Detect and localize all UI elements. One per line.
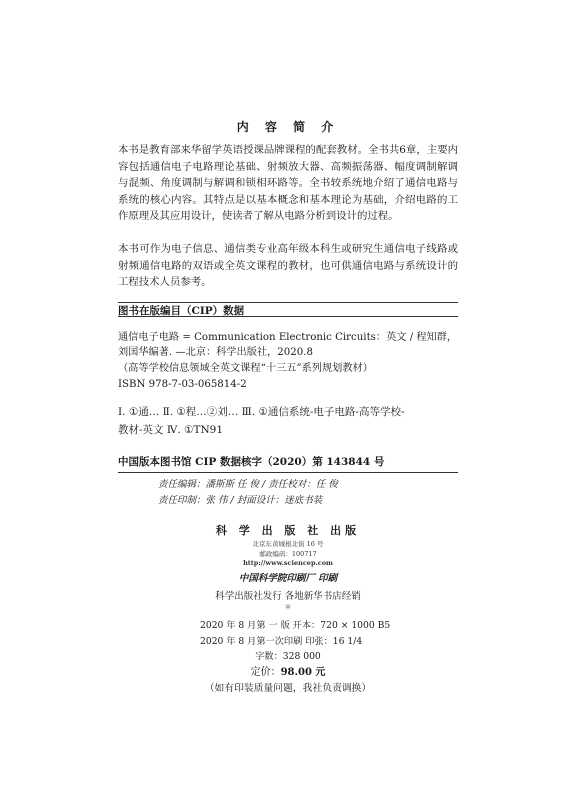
cip-title-line: 通信电子电路 = Communication Electronic Circuits：英文 / 程知群， bbox=[118, 332, 458, 343]
cip-classification-line: Ⅰ. ①通… Ⅱ. ①程…②刘… Ⅲ. ①通信系统-电子电路-高等学校- bbox=[118, 406, 405, 418]
cip-classification-line-2: 教材-英文 Ⅳ. ①TN91 bbox=[118, 424, 224, 436]
printer-line: 中国科学院印刷厂 印刷 bbox=[238, 573, 338, 584]
printing-line: 2020 年 8 月第一次印刷 印张：16 1/4 bbox=[200, 636, 363, 647]
publisher-address: 北京东黄城根北街 16 号 bbox=[252, 540, 324, 548]
price-value: 98.00 元 bbox=[280, 667, 326, 678]
publisher-postcode: 邮政编码：100717 bbox=[259, 550, 317, 558]
word-count: 字数：328 000 bbox=[255, 651, 321, 662]
cip-isbn-line: ISBN 978-7-03-065814-2 bbox=[118, 379, 247, 390]
editor-credits: 责任编辑：潘斯斯 任 俊 / 责任校对：任 俊 bbox=[158, 479, 338, 490]
quality-notice: （如有印装质量问题，我社负责调换） bbox=[204, 683, 372, 694]
price-label: 定价： bbox=[250, 667, 281, 678]
price-line bbox=[0, 663, 576, 678]
distributor-line: 科学出版社发行 各地新华书店经销 bbox=[215, 591, 361, 602]
cip-number: 中国版本图书馆 CIP 数据核字（2020）第 143844 号 bbox=[118, 456, 385, 468]
intro-paragraph-1: 本书是教育部来华留学英语授课品牌课程的配套教材。全书共6章，主要内容包括通信电子电路理论基础、射频放大器、高频振荡器、幅度调制解调与混频、角度调制与解调和锁相环路等。全书较系统地介绍了通信电路与系统的核心内容。其特点是以基本概念和基本理论为基础，介绍电路的工作原理及其应用设计，使读者了解从电路分析到设计的过程。 bbox=[118, 144, 458, 222]
cip-author-line: 刘国华编著. —北京：科学出版社，2020.8 bbox=[118, 347, 313, 358]
publisher-website: http://www.sciencep.com bbox=[243, 559, 333, 567]
publisher-name: 科 学 出 版 社 出版 bbox=[215, 524, 361, 537]
separator-star: ＊ bbox=[284, 603, 292, 611]
cip-heading: 图书在版编目（CIP）数据 bbox=[118, 305, 245, 317]
cip-heading-rule bbox=[118, 316, 458, 317]
intro-title: 内 容 简 介 bbox=[236, 120, 340, 134]
intro-paragraph-2: 本书可作为电子信息、通信类专业高年级本科生或研究生通信电子线路或射频通信电路的双语或全英文课程的教材，也可供通信电路与系统设计的工程技术人员参考。 bbox=[118, 243, 458, 288]
edition-line: 2020 年 8 月第 一 版 开本：720 × 1000 B5 bbox=[200, 620, 391, 631]
cip-bottom-rule bbox=[118, 472, 458, 473]
cip-series-line: （高等学校信息领域全英文课程“十三五”系列规划教材） bbox=[118, 363, 373, 374]
production-credits: 责任印制：张 伟 / 封面设计：迷底书装 bbox=[158, 495, 323, 506]
